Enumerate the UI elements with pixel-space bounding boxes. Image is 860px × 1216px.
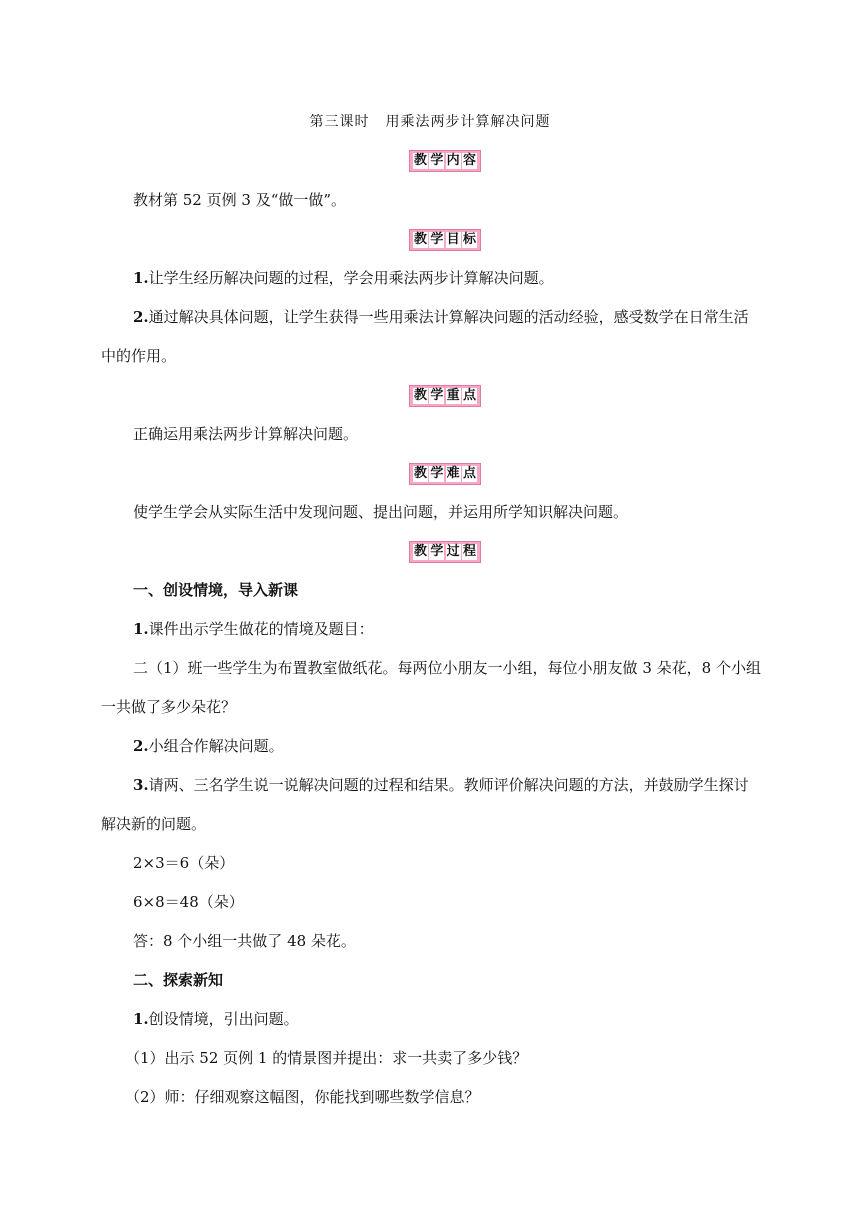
section-banner-process: [409, 541, 481, 563]
problem-text: 二（1）班一些学生为布置教室做纸花。每两位小朋友一小组，每位小朋友做 3 朵花，8 个小组: [133, 659, 761, 677]
calculation-1: 2×3＝6（朵）: [133, 854, 235, 872]
materials-text: 教材第 52 页例 3 及“做一做”。: [133, 191, 347, 209]
problem-text-continued: 一共做了多少朵花？: [101, 698, 237, 716]
item-text: 请两、三名学生说一说解决问题的过程和结果。教师评价解决问题的方法，并鼓励学生探讨: [148, 776, 749, 794]
banner-char: 过: [446, 544, 460, 559]
banner-char: 容: [462, 153, 476, 168]
lesson-number: 第三课时: [309, 114, 370, 130]
banner-char: 目: [446, 232, 460, 247]
banner-char: 难: [446, 466, 460, 481]
banner-char: 教: [413, 153, 427, 168]
goal-1-text: 让学生经历解决问题的过程，学会用乘法两步计算解决问题。: [148, 269, 554, 287]
banner-char: 学: [430, 466, 444, 481]
section-1-heading: 一、创设情境，导入新课: [133, 581, 299, 599]
goal-1-number: 1.: [133, 269, 149, 287]
banner-char: 教: [413, 544, 427, 559]
item-text: 小组合作解决问题。: [148, 737, 284, 755]
goal-1: [133, 268, 554, 288]
section-2-heading: 二、探索新知: [133, 971, 224, 989]
calculation-2: 6×8＝48（朵）: [133, 893, 244, 911]
banner-char: 学: [430, 388, 444, 403]
banner-char: 学: [430, 232, 444, 247]
section-1-item-3-continued: 解决新的问题。: [101, 815, 207, 833]
section-banner-goals: [409, 229, 481, 251]
section-2-item-1: [133, 1009, 299, 1029]
section-banner-difficult-point: [409, 463, 481, 485]
banner-char: 教: [413, 388, 427, 403]
item-number: 2.: [133, 737, 149, 755]
banner-char: 教: [413, 232, 427, 247]
item-text: 课件出示学生做花的情境及题目：: [148, 620, 374, 638]
banner-char: 标: [462, 232, 476, 247]
section-banner-key-point: [409, 385, 481, 407]
banner-char: 教: [413, 466, 427, 481]
lesson-topic: 用乘法两步计算解决问题: [385, 114, 551, 130]
section-1-item-2: [133, 736, 284, 756]
goal-2-continued: 中的作用。: [101, 347, 177, 365]
banner-char: 学: [430, 153, 444, 168]
section-banner-content: [409, 150, 481, 172]
section-1-item-3: [133, 775, 749, 795]
key-point-text: 正确运用乘法两步计算解决问题。: [133, 425, 359, 443]
banner-char: 程: [462, 544, 476, 559]
banner-char: 重: [446, 388, 460, 403]
goal-2-text: 通过解决具体问题，让学生获得一些用乘法计算解决问题的活动经验，感受数学在日常生活: [148, 308, 749, 326]
answer-text: 答：8 个小组一共做了 48 朵花。: [133, 932, 356, 950]
lesson-title: [0, 111, 860, 131]
section-2-sub-2: （2）师：仔细观察这幅图，你能找到哪些数学信息？: [125, 1088, 480, 1106]
goal-2: [133, 307, 749, 327]
banner-char: 学: [430, 544, 444, 559]
banner-char: 内: [446, 153, 460, 168]
goal-2-number: 2.: [133, 308, 149, 326]
item-number: 1.: [133, 620, 149, 638]
section-1-item-1: [133, 619, 374, 639]
item-number: 3.: [133, 776, 149, 794]
item-number: 1.: [133, 1010, 149, 1028]
section-2-sub-1: （1）出示 52 页例 1 的情景图并提出：求一共卖了多少钱？: [125, 1049, 528, 1067]
difficult-point-text: 使学生学会从实际生活中发现问题、提出问题，并运用所学知识解决问题。: [133, 503, 629, 521]
item-text: 创设情境，引出问题。: [148, 1010, 299, 1028]
banner-char: 点: [462, 466, 476, 481]
banner-char: 点: [462, 388, 476, 403]
